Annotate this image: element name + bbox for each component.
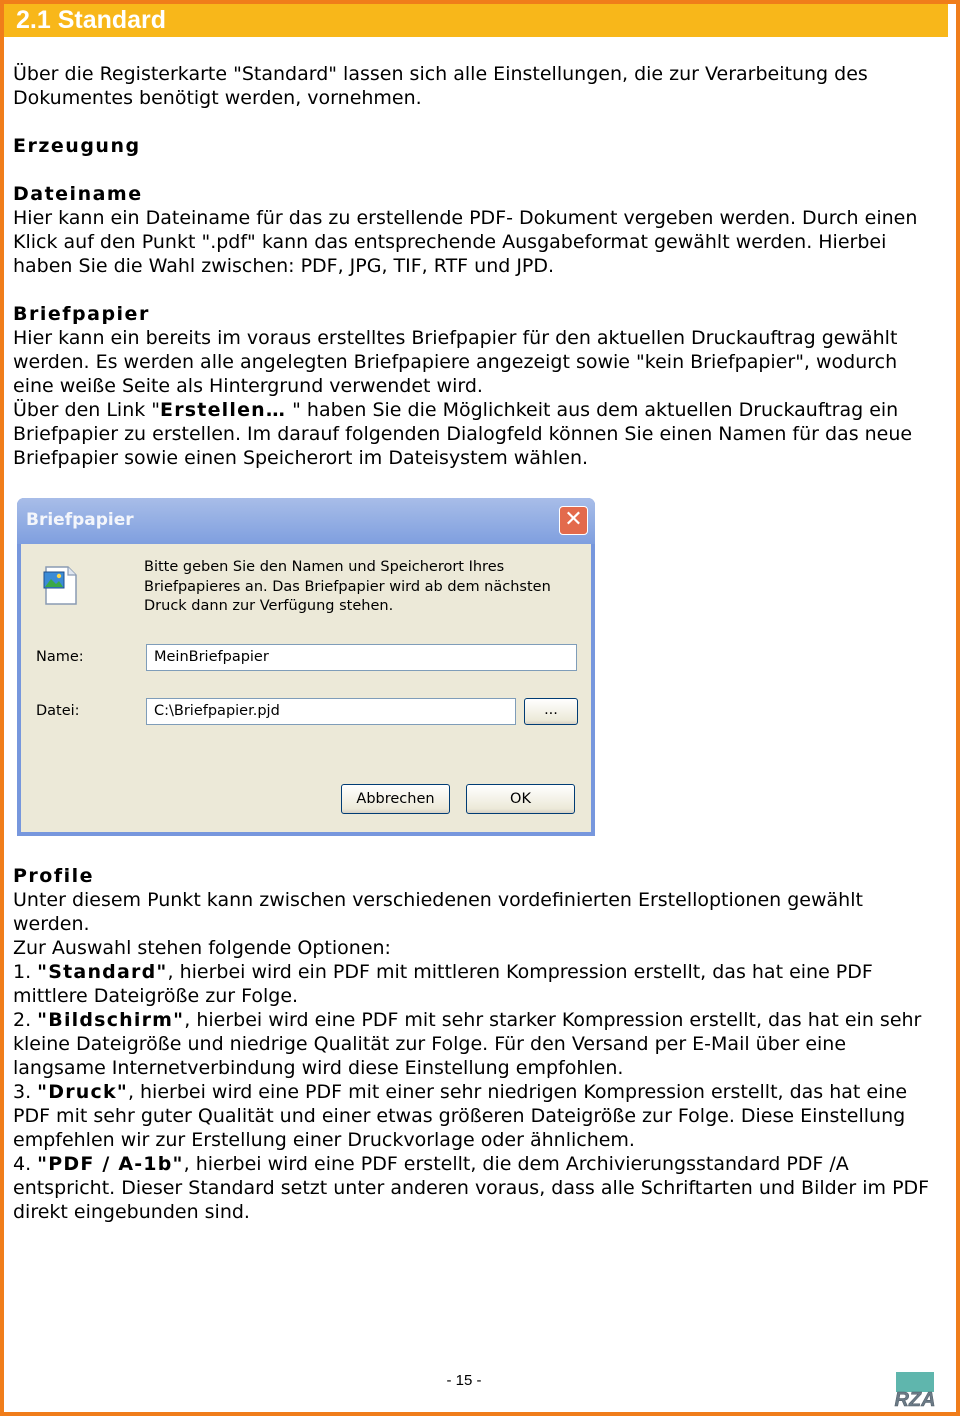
name-input[interactable]: MeinBriefpapier: [146, 644, 577, 671]
svg-text:RZA: RZA: [894, 1389, 936, 1410]
heading-dateiname: Dateiname: [13, 183, 143, 205]
close-button[interactable]: ✕: [559, 506, 588, 535]
briefpapier-link-text: Über den Link "Erstellen… " haben Sie die Möglichkeit aus dem aktuellen Druckauftrag ein Briefpapier zu erstellen. Im darauf folgenden Dialogfeld können Sie einen Namen für das neue Briefpapier sowie einen Speicherort im Dateisystem wählen.: [13, 399, 913, 469]
dialog-client: [21, 544, 591, 832]
dialog-titlebar: [17, 498, 595, 544]
section-header: [4, 4, 948, 37]
erstellen-link[interactable]: Erstellen…: [160, 399, 287, 421]
profile-section: [13, 864, 943, 1224]
file-label: Datei:: [36, 703, 80, 719]
heading-erzeugung: Erzeugung: [13, 135, 141, 157]
profile-text: Unter diesem Punkt kann zwischen verschiedenen vordefinierten Erstelloptionen gewählt werden.: [13, 889, 863, 935]
document-image-icon: [43, 564, 79, 606]
name-label: Name:: [36, 649, 84, 665]
dateiname-text: Hier kann ein Dateiname für das zu erstellende PDF- Dokument vergeben werden. Durch einen Klick auf den Punkt ".pdf" kann das entsprechende Ausgabeformat gewählt werden. Hierbei haben Sie die Wahl zwischen: PDF, JPG, TIF, RTF und JPD.: [13, 207, 918, 277]
briefpapier-text: Hier kann ein bereits im voraus erstelltes Briefpapier für den aktuellen Druckauftrag gewählt werden. Es werden alle angelegten Briefpapiere angezeigt sowie "kein Briefpapier", wodurch eine weiße Seite als Hintergrund verwendet wird.: [13, 327, 898, 397]
ok-button[interactable]: OK: [466, 784, 575, 814]
profile-options-intro: Zur Auswahl stehen folgende Optionen:: [13, 937, 391, 959]
rza-logo: [890, 1372, 940, 1410]
section-title: 2.1 Standard: [16, 6, 167, 34]
profile-option-pdfa: 4. "PDF / A-1b", hierbei wird eine PDF erstellt, die dem Archivierungsstandard PDF /A entspricht. Dieser Standard setzt unter anderen voraus, dass alle Schriftarten und Bilder im PDF direkt eingebunden sind.: [13, 1153, 930, 1223]
browse-button[interactable]: ...: [524, 698, 578, 725]
dialog-title: Briefpapier: [26, 510, 134, 530]
profile-option-standard: 1. "Standard", hierbei wird ein PDF mit mittleren Kompression erstellt, das hat eine PDF mittlere Dateigröße zur Folge.: [13, 961, 873, 1007]
briefpapier-dialog: [17, 498, 595, 836]
profile-option-bildschirm: 2. "Bildschirm", hierbei wird eine PDF mit sehr starker Kompression erstellt, das hat ein sehr kleine Dateigröße und niedrige Qualität zur Folge. Für den Versand per E-Mail über eine langsame Internetverbindung wird diese Einstellung empfohlen.: [13, 1009, 922, 1079]
heading-profile: Profile: [13, 865, 95, 887]
file-input[interactable]: C:\Briefpapier.pjd: [146, 698, 516, 725]
dialog-message: Bitte geben Sie den Namen und Speicherort Ihres Briefpapieres an. Das Briefpapier wird ab dem nächsten Druck dann zur Verfügung stehen.: [144, 559, 551, 614]
heading-briefpapier: Briefpapier: [13, 303, 150, 325]
page-number: - 15 -: [446, 1372, 482, 1389]
document-body: [13, 62, 943, 470]
intro-paragraph: Über die Registerkarte "Standard" lassen sich alle Einstellungen, die zur Verarbeitung des Dokumentes benötigt werden, vornehmen.: [13, 63, 868, 109]
profile-option-druck: 3. "Druck", hierbei wird eine PDF mit einer sehr niedrigen Kompression erstellt, das hat eine PDF mit sehr guter Qualität und einer etwas größeren Dateigröße zur Folge. Diese Einstellung empfehlen wir zur Erstellung einer Druckvorlage oder ähnlichem.: [13, 1081, 908, 1151]
cancel-button[interactable]: Abbrechen: [341, 784, 450, 814]
